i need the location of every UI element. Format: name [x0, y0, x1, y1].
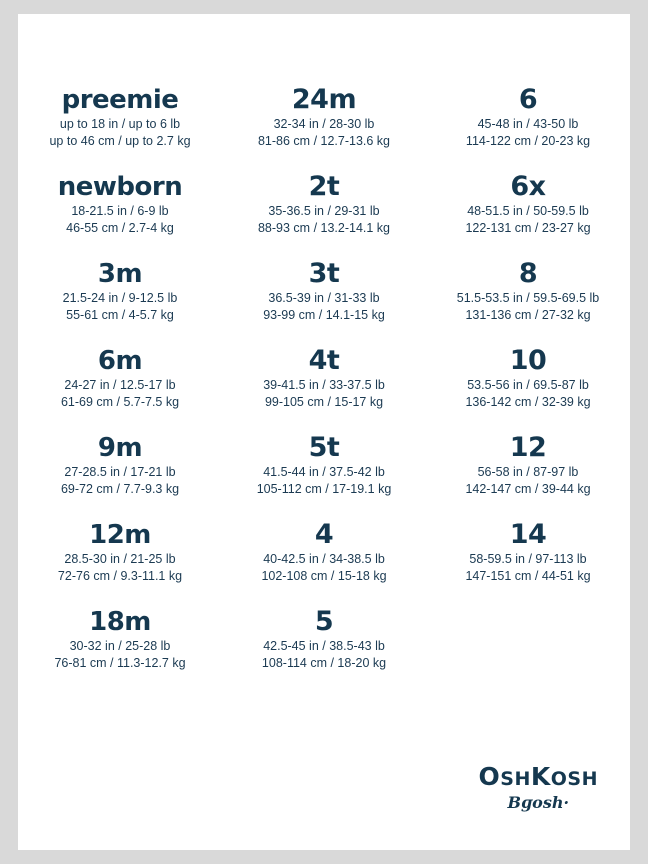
size-measure-metric: 46-55 cm / 2.7-4 kg — [66, 221, 174, 235]
size-entry — [222, 171, 426, 237]
size-entry — [18, 432, 222, 498]
size-measure-imperial: 36.5-39 in / 31-33 lb — [268, 291, 380, 305]
size-label: 5 — [314, 606, 334, 637]
size-entry — [222, 432, 426, 498]
size-measure-imperial: 51.5-53.5 in / 59.5-69.5 lb — [456, 291, 600, 305]
size-column-3 — [426, 84, 630, 693]
size-entry — [426, 258, 630, 324]
size-measure-imperial: 40-42.5 in / 34-38.5 lb — [263, 552, 385, 566]
size-measure-metric: 114-122 cm / 20-23 kg — [465, 134, 591, 148]
size-label: 9m — [97, 433, 143, 463]
size-measure-metric: 105-112 cm / 17-19.1 kg — [256, 482, 392, 496]
size-label: 6m — [97, 346, 143, 376]
size-measure-imperial: 27-28.5 in / 17-21 lb — [64, 465, 176, 479]
size-measure-imperial: 53.5-56 in / 69.5-87 lb — [467, 378, 589, 392]
size-entry — [426, 84, 630, 150]
logo-bgosh: Bɡosh· — [507, 793, 570, 812]
size-measure-metric: 69-72 cm / 7.7-9.3 kg — [60, 482, 180, 496]
size-label: 18m — [89, 607, 151, 637]
size-label: 24m — [291, 84, 357, 115]
size-column-2 — [222, 84, 426, 693]
size-entry — [18, 606, 222, 672]
size-measure-metric: 61-69 cm / 5.7-7.5 kg — [60, 395, 180, 409]
size-measure-imperial: 48-51.5 in / 50-59.5 lb — [467, 204, 589, 218]
size-entry — [18, 258, 222, 324]
size-entry — [18, 84, 222, 150]
size-label: 10 — [509, 345, 547, 376]
size-entry — [222, 519, 426, 585]
size-entry — [426, 519, 630, 585]
size-column-1 — [18, 84, 222, 693]
size-measure-metric: 102-108 cm / 15-18 kg — [261, 569, 387, 583]
size-measure-metric: 147-151 cm / 44-51 kg — [465, 569, 591, 583]
size-measure-imperial: 45-48 in / 43-50 lb — [477, 117, 579, 131]
size-label: preemie — [61, 85, 179, 115]
size-measure-imperial: 32-34 in / 28-30 lb — [273, 117, 375, 131]
size-label: 2t — [308, 171, 340, 202]
size-label: 3m — [97, 259, 143, 289]
size-label: 12m — [89, 520, 151, 550]
size-measure-metric: 136-142 cm / 32-39 kg — [465, 395, 591, 409]
size-entry — [222, 84, 426, 150]
size-entry — [426, 345, 630, 411]
size-entry — [222, 345, 426, 411]
size-entry — [426, 432, 630, 498]
size-chart-page — [18, 14, 630, 850]
size-entry — [222, 258, 426, 324]
size-label: 4t — [308, 345, 340, 376]
size-measure-imperial: 58-59.5 in / 97-113 lb — [469, 552, 587, 566]
size-label: 4 — [314, 519, 334, 550]
size-measure-metric: 81-86 cm / 12.7-13.6 kg — [257, 134, 391, 148]
size-entry — [18, 171, 222, 237]
size-measure-imperial: 35-36.5 in / 29-31 lb — [268, 204, 380, 218]
logo-letter-k: K — [530, 762, 551, 791]
size-measure-metric: 93-99 cm / 14.1-15 kg — [263, 308, 385, 322]
size-label: 6x — [510, 171, 546, 202]
size-measure-metric: 88-93 cm / 13.2-14.1 kg — [257, 221, 391, 235]
size-label: newborn — [57, 172, 183, 202]
size-measure-metric: 72-76 cm / 9.3-11.1 kg — [57, 569, 183, 583]
size-entry — [222, 606, 426, 672]
logo-letters-osh: OSH — [550, 768, 598, 790]
logo-wordmark — [479, 764, 598, 792]
size-measure-imperial: 41.5-44 in / 37.5-42 lb — [263, 465, 385, 479]
size-measure-metric: up to 46 cm / up to 2.7 kg — [49, 134, 191, 148]
size-measure-imperial: 18-21.5 in / 6-9 lb — [71, 204, 169, 218]
size-label: 5t — [308, 432, 340, 463]
size-entry — [18, 345, 222, 411]
size-measure-metric: 131-136 cm / 27-32 kg — [465, 308, 591, 322]
size-measure-metric: 55-61 cm / 4-5.7 kg — [66, 308, 174, 322]
size-measure-imperial: 24-27 in / 12.5-17 lb — [64, 378, 176, 392]
size-entry — [18, 519, 222, 585]
size-measure-imperial: 21.5-24 in / 9-12.5 lb — [62, 291, 178, 305]
size-measure-metric: 122-131 cm / 23-27 kg — [465, 221, 591, 235]
oshkosh-logo — [479, 764, 598, 812]
size-measure-imperial: 28.5-30 in / 21-25 lb — [64, 552, 176, 566]
size-measure-imperial: 56-58 in / 87-97 lb — [477, 465, 579, 479]
size-measure-imperial: 30-32 in / 25-28 lb — [69, 639, 171, 653]
size-measure-metric: 108-114 cm / 18-20 kg — [261, 656, 387, 670]
size-label: 3t — [308, 258, 340, 289]
size-label: 14 — [509, 519, 547, 550]
logo-letters-sh: SH — [500, 768, 531, 790]
size-measure-imperial: 42.5-45 in / 38.5-43 lb — [263, 639, 385, 653]
size-chart-grid — [18, 84, 630, 693]
size-entry — [426, 171, 630, 237]
logo-letter-o: O — [478, 762, 501, 791]
size-measure-metric: 76-81 cm / 11.3-12.7 kg — [54, 656, 186, 670]
size-label: 12 — [509, 432, 547, 463]
size-measure-metric: 99-105 cm / 15-17 kg — [264, 395, 384, 409]
size-measure-imperial: up to 18 in / up to 6 lb — [59, 117, 181, 131]
size-measure-imperial: 39-41.5 in / 33-37.5 lb — [263, 378, 385, 392]
size-measure-metric: 142-147 cm / 39-44 kg — [465, 482, 591, 496]
size-label: 6 — [518, 84, 538, 115]
size-label: 8 — [518, 258, 538, 289]
